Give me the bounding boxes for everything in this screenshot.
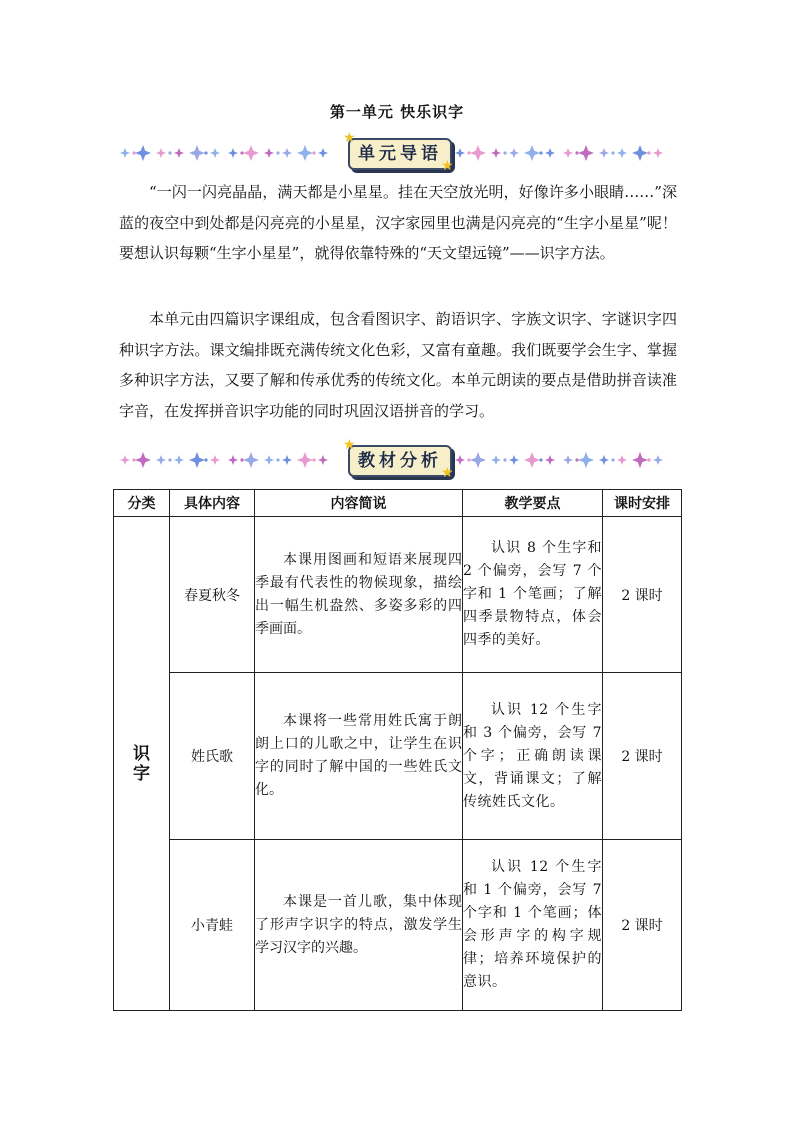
sparkle-icon: [617, 148, 627, 158]
sparkle-dot-icon: [611, 458, 614, 461]
sparkle-icon: [578, 452, 594, 468]
sparkle-icon: [491, 148, 501, 158]
table-row: [114, 517, 682, 673]
sparkle-icon: [264, 148, 274, 158]
sparkle-dot-icon: [611, 151, 614, 154]
sparkle-divider-right: [452, 133, 682, 173]
lesson-name: 春夏秋冬: [170, 517, 255, 673]
sparkle-icon: [210, 455, 220, 465]
sparkle-dot-icon: [539, 458, 542, 461]
sparkle-dot-icon: [647, 151, 650, 154]
lesson-hours: 2 课时: [603, 673, 682, 840]
sparkle-icon: [282, 148, 292, 158]
sparkle-icon: [210, 148, 220, 158]
intro-paragraph-2: 本单元由四篇识字课组成，包含看图识字、韵语识字、字族文识字、字谜识字四种识字方法。课文编排既充满传统文化色彩，又富有童趣。我们既要学会生字、掌握多种识字方法，又要了解和传承优秀的传统文化。本单元朗读的要点是借助拼音读准字音，在发挥拼音识字功能的同时巩固汉语拼音的学习。: [119, 310, 677, 420]
lesson-summary: 本课将一些常用姓氏寓于朗朗上口的儿歌之中，让学生在识字的同时了解中国的一些姓氏文化。: [255, 673, 463, 840]
sparkle-icon: [491, 455, 501, 465]
sparkle-dot-icon: [204, 458, 207, 461]
sparkle-icon: [599, 148, 609, 158]
table-row: [114, 840, 682, 1011]
lesson-summary: 本课用图画和短语来展现四季最有代表性的物候现象，描绘出一幅生机盎然、多姿多彩的四季画面。: [255, 517, 463, 673]
star-icon: ★: [441, 465, 454, 481]
sparkle-dot-icon: [204, 151, 207, 154]
sparkle-icon: [524, 452, 540, 468]
sparkle-icon: [174, 455, 184, 465]
table-header-row: [114, 490, 682, 517]
sparkle-icon: [545, 455, 555, 465]
column-header-category: 分类: [114, 490, 170, 517]
sparkle-icon: [470, 452, 486, 468]
sparkle-dot-icon: [276, 458, 279, 461]
sparkle-icon: [135, 452, 151, 468]
sparkle-icon: [578, 145, 594, 161]
lesson-hours: 2 课时: [603, 840, 682, 1011]
section-heading: 单元导语: [348, 138, 452, 170]
sparkle-icon: [617, 455, 627, 465]
sparkle-icon: [470, 145, 486, 161]
sparkle-icon: [509, 455, 519, 465]
category-cell: [114, 517, 170, 1011]
sparkle-icon: [653, 455, 663, 465]
star-icon: ★: [343, 130, 356, 146]
lesson-summary: 本课是一首儿歌，集中体现了形声字识字的特点，激发学生学习汉字的兴趣。: [255, 840, 463, 1011]
sparkle-icon: [174, 148, 184, 158]
column-header-content: 具体内容: [170, 490, 255, 517]
sparkle-dot-icon: [312, 458, 315, 461]
sparkle-divider-right: [452, 440, 682, 480]
sparkle-icon: [455, 455, 465, 465]
star-icon: ★: [441, 158, 454, 174]
column-header-summary: 内容简说: [255, 490, 463, 517]
sparkle-icon: [264, 455, 274, 465]
section-heading: 教材分析: [348, 445, 452, 477]
lesson-key-points: 认识 12 个生字和 3 个偏旁，会写 7 个字；正确朗读课文，背诵课文；了解传统姓氏文化。: [463, 673, 603, 840]
sparkle-icon: [455, 148, 465, 158]
page-title: 第一单元 快乐识字: [329, 103, 465, 121]
sparkle-dot-icon: [312, 151, 315, 154]
sparkle-icon: [228, 455, 238, 465]
section-banner-unit-intro: [117, 130, 677, 174]
sparkle-icon: [599, 455, 609, 465]
sparkle-icon: [135, 145, 151, 161]
table-row: [114, 673, 682, 840]
lesson-name: 姓氏歌: [170, 673, 255, 840]
sparkle-icon: [228, 148, 238, 158]
sparkle-dot-icon: [503, 151, 506, 154]
textbook-analysis-table: [113, 489, 682, 1011]
sparkle-icon: [632, 452, 648, 468]
section-banner-textbook-analysis: [117, 437, 677, 481]
sparkle-icon: [563, 148, 573, 158]
sparkle-icon: [563, 455, 573, 465]
lesson-key-points: 认识 12 个生字和 1 个偏旁，会写 7 个字和 1 个笔画；体会形声字的构字规律；培养环境保护的意识。: [463, 840, 603, 1011]
lesson-name: 小青蛙: [170, 840, 255, 1011]
sparkle-dot-icon: [539, 151, 542, 154]
sparkle-dot-icon: [168, 458, 171, 461]
sparkle-icon: [156, 455, 166, 465]
sparkle-icon: [243, 145, 259, 161]
sparkle-dot-icon: [647, 458, 650, 461]
sparkle-icon: [297, 145, 313, 161]
sparkle-icon: [282, 455, 292, 465]
sparkle-dot-icon: [276, 151, 279, 154]
sparkle-icon: [297, 452, 313, 468]
sparkle-dot-icon: [168, 151, 171, 154]
sparkle-icon: [243, 452, 259, 468]
sparkle-icon: [120, 455, 130, 465]
sparkle-icon: [189, 145, 205, 161]
sparkle-icon: [524, 145, 540, 161]
sparkle-icon: [509, 148, 519, 158]
sparkle-divider-left: [117, 133, 347, 173]
sparkle-icon: [632, 145, 648, 161]
column-header-key-points: 教学要点: [463, 490, 603, 517]
star-icon: ★: [343, 437, 356, 453]
sparkle-icon: [156, 148, 166, 158]
sparkle-icon: [120, 148, 130, 158]
lesson-hours: 2 课时: [603, 517, 682, 673]
sparkle-divider-left: [117, 440, 347, 480]
sparkle-icon: [189, 452, 205, 468]
lesson-key-points: 认识 8 个生字和 2 个偏旁，会写 7 个字和 1 个笔画；了解四季景物特点，体会四季的美好。: [463, 517, 603, 673]
sparkle-icon: [318, 455, 328, 465]
sparkle-icon: [318, 148, 328, 158]
sparkle-dot-icon: [503, 458, 506, 461]
sparkle-icon: [653, 148, 663, 158]
category-label: 识字: [133, 743, 150, 784]
column-header-hours: 课时安排: [603, 490, 682, 517]
intro-paragraph-1: “一闪一闪亮晶晶，满天都是小星星。挂在天空放光明，好像许多小眼睛……”深蓝的夜空中到处都是闪亮亮的小星星，汉字家园里也满是闪亮亮的“生字小星星”呢！要想认识每颗“生字小星星”，就得依靠特殊的“天文望远镜”——识字方法。: [119, 183, 677, 262]
sparkle-icon: [545, 148, 555, 158]
